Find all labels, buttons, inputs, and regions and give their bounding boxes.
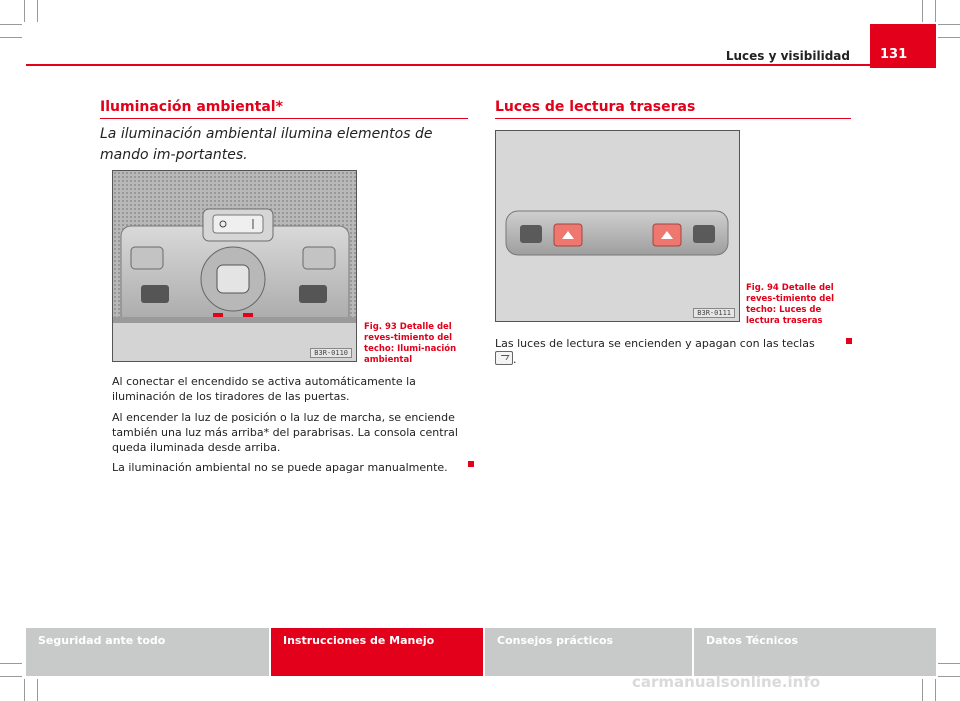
crop-mark xyxy=(24,679,25,701)
body-paragraph-reading-lights xyxy=(495,336,835,367)
footer-tab-label: Instrucciones de Manejo xyxy=(283,634,435,647)
paragraph-text: Las luces de lectura se encienden y apagan con las teclas xyxy=(495,337,815,350)
body-paragraph: Al encender la luz de posición o la luz de marcha, se enciende también una luz más arriba* del parabrisas. La consola central queda iluminada desde arriba. xyxy=(112,411,458,454)
crop-mark xyxy=(0,24,22,25)
crop-mark xyxy=(938,676,960,677)
figure-93-caption: Fig. 93 Detalle del reves-timiento del techo: Ilumi-nación ambiental xyxy=(364,322,457,365)
watermark: carmanualsonline.info xyxy=(632,673,821,691)
crop-mark xyxy=(37,679,38,701)
section-title-ambient-lighting: Iluminación ambiental* xyxy=(100,99,283,115)
section-end-marker xyxy=(846,338,852,344)
body-paragraph: La iluminación ambiental no se puede apagar manualmente. xyxy=(112,461,448,474)
reading-light-button-icon xyxy=(495,351,513,365)
ceiling-console-illustration xyxy=(113,171,356,361)
crop-mark xyxy=(938,663,960,664)
section-rule xyxy=(100,118,468,119)
crop-mark xyxy=(0,663,22,664)
footer-tab-practical-tips[interactable] xyxy=(485,628,692,676)
footer-tab-label: Datos Técnicos xyxy=(706,634,798,647)
section-title-rear-reading-lights: Luces de lectura traseras xyxy=(495,99,696,115)
rear-reading-lights-illustration xyxy=(496,131,739,321)
crop-mark xyxy=(935,679,936,701)
page-number: 131 xyxy=(880,47,908,62)
footer-tab-label: Seguridad ante todo xyxy=(38,634,166,647)
body-paragraph: Al conectar el encendido se activa automáticamente la iluminación de los tiradores de las puertas. xyxy=(112,375,416,403)
footer-tab-technical-data[interactable] xyxy=(694,628,936,676)
crop-mark xyxy=(935,0,936,22)
section-intro: La iluminación ambiental ilumina elementos de mando im-portantes. xyxy=(100,126,433,163)
section-rule xyxy=(495,118,851,119)
crop-mark xyxy=(0,37,22,38)
footer-tab-operating-instructions[interactable] xyxy=(271,628,483,676)
figure-code: B3R-0110 xyxy=(310,348,352,358)
running-header-title: Luces y visibilidad xyxy=(725,49,850,63)
crop-mark xyxy=(938,24,960,25)
paragraph-end: . xyxy=(513,353,517,366)
crop-mark xyxy=(37,0,38,22)
section-end-marker xyxy=(468,461,474,467)
figure-code: B3R-0111 xyxy=(693,308,735,318)
figure-94-rear-reading-lights xyxy=(495,130,740,322)
crop-mark xyxy=(0,676,22,677)
crop-mark xyxy=(24,0,25,22)
footer-tab-label: Consejos prácticos xyxy=(497,634,614,647)
header-rule xyxy=(26,64,936,66)
crop-mark xyxy=(938,37,960,38)
page-number-tab xyxy=(870,24,936,68)
crop-mark xyxy=(922,679,923,701)
figure-93-ambient-lighting xyxy=(112,170,357,362)
figure-94-caption: Fig. 94 Detalle del reves-timiento del techo: Luces de lectura traseras xyxy=(746,283,835,326)
crop-mark xyxy=(922,0,923,22)
footer-tab-safety[interactable] xyxy=(26,628,269,676)
